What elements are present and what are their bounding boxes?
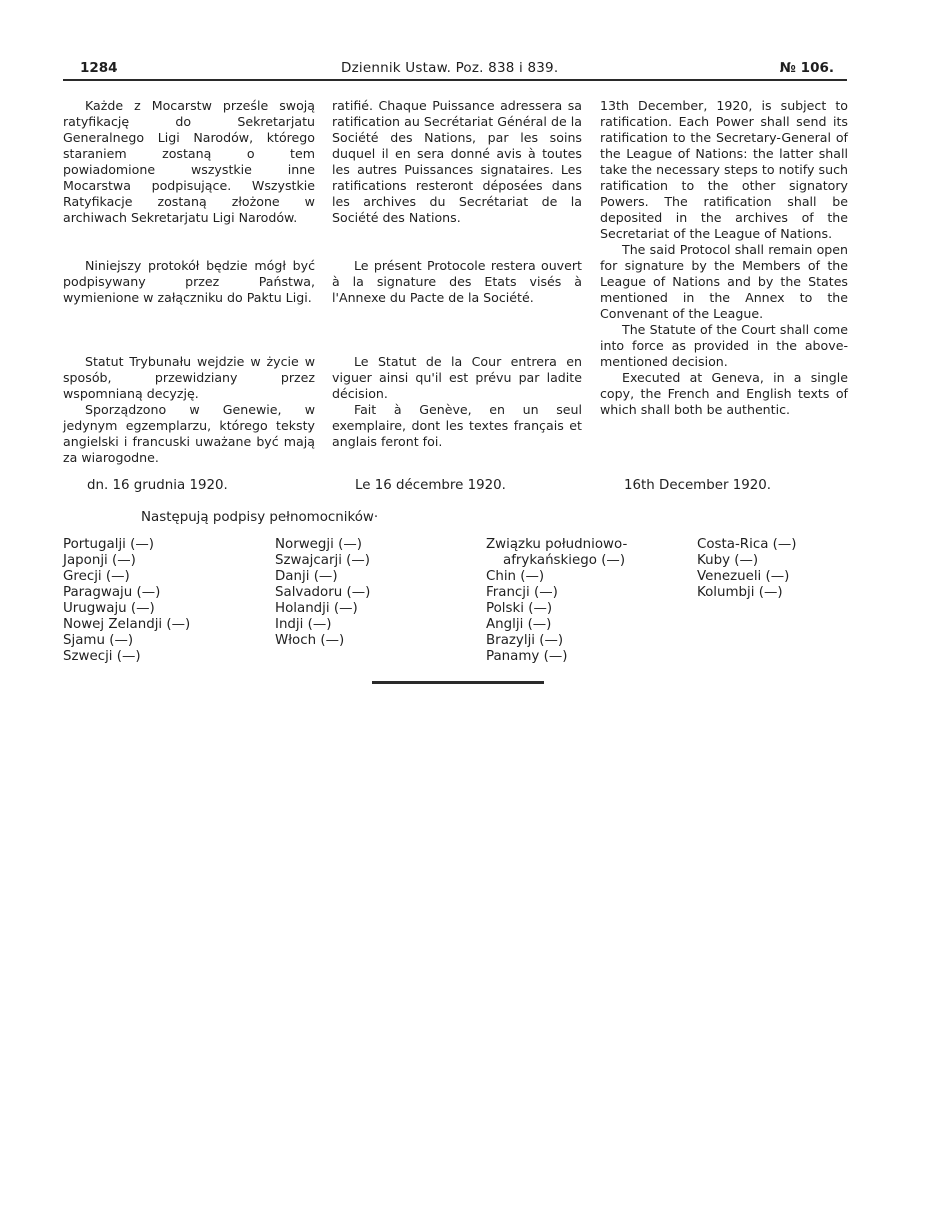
english-column	[600, 98, 848, 418]
signatory: Szwecji (—)	[63, 649, 141, 664]
signatory: Francji (—)	[486, 585, 558, 600]
signatory: Włoch (—)	[275, 633, 345, 648]
french-paragraph-statute: Le Statut de la Cour entrera en viguer ainsi qu'il est prévu par ladite décision.	[332, 354, 582, 401]
signatory: Chin (—)	[486, 569, 545, 584]
polish-column-statute	[63, 354, 315, 466]
signatory: Szwajcarji (—)	[275, 553, 371, 568]
signatory: Costa-Rica (—)	[697, 537, 797, 552]
signatory: Paragwaju (—)	[63, 585, 161, 600]
polish-date: dn. 16 grudnia 1920.	[87, 478, 228, 493]
signatory: Sjamu (—)	[63, 633, 134, 648]
signatory-continuation: afrykańskiego (—)	[503, 553, 626, 568]
signatory: Panamy (—)	[486, 649, 568, 664]
journal-title: Dziennik Ustaw. Poz. 838 i 839.	[341, 60, 559, 76]
signatory: Nowej Zelandji (—)	[63, 617, 191, 632]
english-paragraph-protocol: The said Protocol shall remain open for signature by the Members of the League of Nations and by the States mentioned in the Annex to the Convenant of the League.	[600, 242, 848, 321]
signatory: Salvadoru (—)	[275, 585, 371, 600]
signatory: Brazylji (—)	[486, 633, 564, 648]
english-date: 16th December 1920.	[624, 478, 772, 493]
polish-paragraph-executed: Sporządzono w Genewie, w jedynym egzemplarzu, którego teksty angielski i francuski uważane być mają za wiarogodne.	[63, 402, 315, 465]
french-date: Le 16 décembre 1920.	[355, 478, 506, 493]
issue-number: № 106.	[779, 60, 834, 76]
french-column-statute	[332, 354, 582, 450]
polish-paragraph-ratification: Każde z Mocarstw prześle swoją ratyfikację do Sekretarjatu Generalnego Ligi Narodów, którego staraniem zostaną o tem powiadomione wszystkie inne Mocarstwa podpisujące. Wszystkie Ratyfikacje zostaną złożone w archiwach Sekretarjatu Ligi Narodów.	[63, 98, 315, 225]
end-rule	[372, 681, 544, 684]
polish-paragraph-protocol: Niniejszy protokół będzie mógł być podpisywany przez Państwa, wymienione w załączniku do Paktu Ligi.	[63, 258, 315, 305]
french-paragraph-ratification: ratifié. Chaque Puissance adressera sa ratification au Secrétariat Général de la Société des Nations, par les soins duquel il en sera donné avis à toutes les autres Puissances signataires. Les ratifications resteront déposées dans les archives du Secrétariat de la Société des Nations.	[332, 98, 582, 225]
signatory: Danji (—)	[275, 569, 338, 584]
signatory: Portugalji (—)	[63, 537, 154, 552]
signatory: Anglji (—)	[486, 617, 552, 632]
signatures-column-2	[275, 537, 370, 649]
english-paragraph-executed: Executed at Geneva, in a single copy, the French and English texts of which shall both be authentic.	[600, 370, 848, 417]
page-header	[63, 60, 845, 78]
signatory: Japonji (—)	[63, 553, 136, 568]
signatory: Polski (—)	[486, 601, 553, 616]
french-column	[332, 98, 582, 226]
signatures-column-1	[63, 537, 190, 665]
french-paragraph-protocol: Le présent Protocole restera ouvert à la signature des Etats visés à l'Annexe du Pacte de la Société.	[332, 258, 582, 305]
signatory: Kolumbji (—)	[697, 585, 783, 600]
signatory: Związku południowo-	[486, 537, 628, 552]
french-column-protocol	[332, 258, 582, 306]
signatory: Holandji (—)	[275, 601, 358, 616]
signatory: Indji (—)	[275, 617, 332, 632]
signatures-column-3	[486, 537, 627, 665]
signatory: Urugwaju (—)	[63, 601, 155, 616]
signatory: Kuby (—)	[697, 553, 759, 568]
signatory: Venezueli (—)	[697, 569, 790, 584]
french-paragraph-executed: Fait à Genève, en un seul exemplaire, dont les textes français et anglais feront foi.	[332, 402, 582, 449]
polish-column	[63, 98, 315, 226]
signatory: Grecji (—)	[63, 569, 130, 584]
signatures-heading: Następują podpisy pełnomocników·	[141, 510, 379, 525]
signatures-column-4	[697, 537, 797, 601]
page-number: 1284	[80, 60, 118, 76]
english-paragraph-ratification: 13th December, 1920, is subject to ratification. Each Power shall send its ratification to the Secretary-General of the League of Nations: the latter shall take the necessary steps to notify such ratification to the other signatory Powers. The ratification shall be deposited in the archives of the Secretariat of the League of Nations.	[600, 98, 848, 241]
header-rule	[63, 79, 847, 81]
polish-column-protocol	[63, 258, 315, 306]
signatory: Norwegji (—)	[275, 537, 362, 552]
polish-paragraph-statute: Statut Trybunału wejdzie w życie w sposób, przewidziany przez wspomnianą decyzję.	[63, 354, 315, 401]
english-paragraph-statute: The Statute of the Court shall come into force as provided in the above-mentioned decision.	[600, 322, 848, 369]
